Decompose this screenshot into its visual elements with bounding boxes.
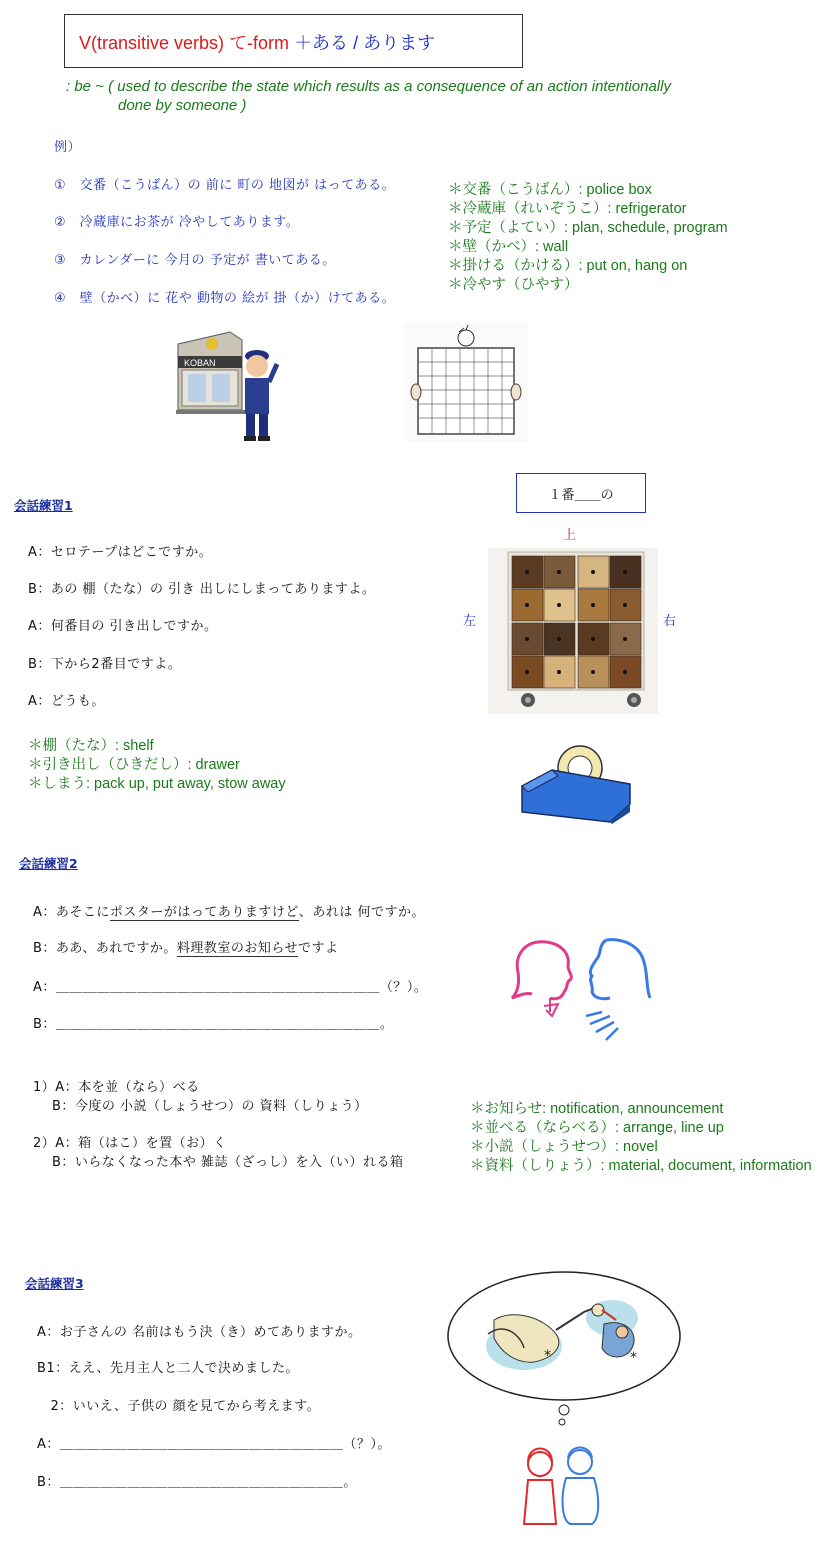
title-part-2: ＋ある / あります: [294, 33, 436, 53]
vocab-item: ＊引き出し（ひきだし）: drawer: [28, 757, 240, 773]
example-4: ④ 壁（かべ）に 花や 動物の 絵が 掛（か）けてある。: [54, 291, 396, 306]
conversation-faces-illustration: [506, 936, 656, 1048]
vocab-item: ＊小説（しょうせつ）: novel: [470, 1139, 658, 1155]
practice-2-title: 会話練習2: [19, 856, 78, 871]
koban-police-illustration: [170, 326, 282, 444]
vocab-item: ＊冷やす（ひやす）: [448, 277, 579, 293]
vocab-item: ＊掛ける（かける）: put on, hang on: [448, 258, 688, 274]
calendar-illustration: [404, 322, 528, 442]
direction-left: 左: [463, 614, 477, 629]
svg-text:*: *: [630, 1350, 637, 1366]
practice-3-line: B1：ええ、先月主人と二人で決めました。: [37, 1361, 299, 1376]
stork-thought-bubble-illustration: [444, 1268, 684, 1532]
title-box: [64, 14, 523, 68]
subtitle-line-1: : be ~ ( used to describe the state which results as a consequence of an action intentionally: [66, 78, 671, 95]
practice-1-line: B：あの 棚（たな）の 引き 出しにしまってありますよ。: [28, 582, 376, 597]
line-a-end: 、あれは 何ですか。: [298, 905, 426, 920]
drawer-cabinet-illustration: [488, 548, 658, 714]
tape-dispenser-illustration: [518, 742, 636, 824]
practice-1-vocab: [28, 737, 286, 794]
practice-3-line: 2：いいえ、子供の 顔を見てから考えます。: [37, 1399, 321, 1414]
vocab-item: ＊資料（しりょう）: material, document, information: [470, 1158, 812, 1174]
koban-sign-text: KOBAN: [184, 358, 216, 368]
vocab-item: ＊壁（かべ）: wall: [448, 239, 569, 255]
vocab-item: ＊予定（よてい）: plan, schedule, program: [448, 220, 728, 236]
practice-1-line: A：セロテープはどこですか。: [28, 545, 213, 560]
line-a-start: A：あそこに: [33, 905, 110, 920]
practice-2-exercise-1a: 1）A：本を並（なら）べる: [33, 1080, 200, 1095]
vocab-item: ＊棚（たな）: shelf: [28, 738, 154, 754]
practice-1-title: 会話練習1: [14, 498, 73, 513]
practice-2-blank-b: B：＿＿＿＿＿＿＿＿＿＿＿＿＿＿＿＿＿＿＿＿＿＿＿＿。: [33, 1017, 394, 1032]
drawer-number-label: １番＿＿の: [516, 473, 646, 513]
practice-3-blank-b: B：＿＿＿＿＿＿＿＿＿＿＿＿＿＿＿＿＿＿＿＿＿。: [37, 1475, 357, 1490]
examples-label: 例）: [54, 140, 82, 155]
practice-1-line: A：何番目の 引き出しですか。: [28, 619, 218, 634]
vocab-item: ＊お知らせ: notification, announcement: [470, 1101, 724, 1117]
line-b-start: B：ああ、あれですか。: [33, 941, 177, 956]
vocab-item: ＊しまう: pack up, put away, stow away: [28, 776, 286, 792]
practice-2-exercise-2b: B：いらなくなった本や 雑誌（ざっし）を入（い）れる箱: [52, 1155, 404, 1170]
vocab-item: ＊並べる（ならべる）: arrange, line up: [470, 1120, 724, 1136]
example-1: ① 交番（こうばん）の 前に 町の 地図が はってある。: [54, 178, 396, 193]
line-b-end: ですよ: [298, 941, 339, 956]
svg-text:*: *: [544, 1348, 551, 1364]
vocab-list-1: [448, 181, 728, 295]
vocab-item: ＊交番（こうばん）: police box: [448, 182, 652, 198]
practice-3-line: A：お子さんの 名前はもう決（き）めてありますか。: [37, 1325, 362, 1340]
practice-1-line: B：下から2番目ですよ。: [28, 657, 182, 672]
practice-2-line-b: [33, 937, 339, 956]
practice-2-line-a: [33, 901, 425, 920]
practice-2-exercise-2a: 2）A：箱（はこ）を置（お）く: [33, 1136, 227, 1151]
page-title: [79, 29, 435, 55]
practice-2-vocab: [470, 1100, 812, 1176]
direction-right: 右: [663, 614, 677, 629]
direction-top: 上: [563, 528, 577, 543]
practice-1-line: A：どうも。: [28, 694, 105, 709]
practice-2-exercise-1b: B：今度の 小説（しょうせつ）の 資料（しりょう）: [52, 1099, 368, 1114]
title-part-1: V(transitive verbs) て-form: [79, 33, 290, 53]
vocab-item: ＊冷蔵庫（れいぞうこ）: refrigerator: [448, 201, 687, 217]
practice-3-blank-a: A：＿＿＿＿＿＿＿＿＿＿＿＿＿＿＿＿＿＿＿＿＿（？）。: [37, 1437, 391, 1452]
example-2: ② 冷蔵庫にお茶が 冷やしてあります。: [54, 215, 300, 230]
practice-3-title: 会話練習3: [25, 1276, 84, 1291]
example-3: ③ カレンダーに 今月の 予定が 書いてある。: [54, 253, 336, 268]
practice-2-blank-a: A：＿＿＿＿＿＿＿＿＿＿＿＿＿＿＿＿＿＿＿＿＿＿＿＿（？）。: [33, 980, 428, 995]
line-b-underlined: 料理教室のお知らせ: [176, 941, 299, 956]
line-a-underlined: ポスターがはってありますけど: [109, 905, 299, 920]
subtitle-line-2: done by someone ): [118, 97, 247, 114]
